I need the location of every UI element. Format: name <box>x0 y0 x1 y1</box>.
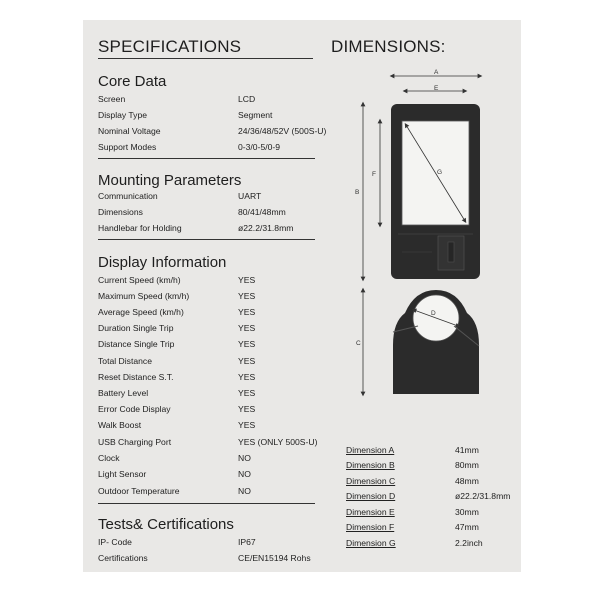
dimension-label: Dimension E <box>346 507 395 517</box>
tests-heading: Tests& Certifications <box>98 516 234 533</box>
spec-value: ø22.2/31.8mm <box>238 223 294 233</box>
spec-label: Certifications <box>98 553 148 563</box>
spec-label: Error Code Display <box>98 404 171 414</box>
spec-label: Support Modes <box>98 142 157 152</box>
spec-label: Walk Boost <box>98 420 142 430</box>
dimension-value: 47mm <box>455 522 479 532</box>
dimension-c-letter: C <box>356 340 361 347</box>
dimension-value: 48mm <box>455 476 479 486</box>
spec-value: YES <box>238 388 256 398</box>
section-divider <box>98 239 315 240</box>
spec-label: USB Charging Port <box>98 437 172 447</box>
spec-value: IP67 <box>238 537 256 547</box>
section-divider <box>98 158 315 159</box>
spec-value: NO <box>238 453 251 463</box>
dimension-label: Dimension C <box>346 476 396 486</box>
spec-label: Outdoor Temperature <box>98 486 180 496</box>
dimension-d-letter: D <box>431 310 436 317</box>
dimension-label: Dimension F <box>346 522 395 532</box>
spec-value: NO <box>238 469 251 479</box>
spec-value: YES <box>238 356 256 366</box>
spec-label: Light Sensor <box>98 469 147 479</box>
dimension-value: 80mm <box>455 460 479 470</box>
spec-label: Reset Distance S.T. <box>98 372 174 382</box>
dimension-value: ø22.2/31.8mm <box>455 491 511 501</box>
spec-label: Total Distance <box>98 356 152 366</box>
dimension-label: Dimension A <box>346 445 395 455</box>
dimension-label: Dimension D <box>346 491 396 501</box>
spec-value: YES <box>238 307 256 317</box>
spec-label: Display Type <box>98 110 148 120</box>
spec-value: YES <box>238 372 256 382</box>
core-data-heading: Core Data <box>98 73 167 90</box>
dimension-value: 2.2inch <box>455 538 483 548</box>
spec-label: Duration Single Trip <box>98 323 174 333</box>
spec-value: YES <box>238 339 256 349</box>
dimension-b-letter: B <box>355 189 360 196</box>
spec-label: Current Speed (km/h) <box>98 275 181 285</box>
dimension-e-letter: E <box>434 85 439 92</box>
spec-label: Screen <box>98 94 126 104</box>
spec-label: Nominal Voltage <box>98 126 161 136</box>
spec-label: Maximum Speed (km/h) <box>98 291 190 301</box>
dimension-f-letter: F <box>372 171 376 178</box>
spec-value: YES <box>238 404 256 414</box>
spec-label: IP- Code <box>98 537 132 547</box>
spec-value: YES <box>238 420 256 430</box>
spec-value: CE/EN15194 Rohs <box>238 553 311 563</box>
spec-value: YES <box>238 291 256 301</box>
spec-value: Segment <box>238 110 273 120</box>
spec-label: Dimensions <box>98 207 143 217</box>
dimension-label: Dimension G <box>346 538 396 548</box>
mounting-heading: Mounting Parameters <box>98 172 242 189</box>
section-divider <box>98 503 315 504</box>
spec-value: YES <box>238 323 256 333</box>
dimension-label: Dimension B <box>346 460 395 470</box>
spec-label: Communication <box>98 191 158 201</box>
spec-value: LCD <box>238 94 256 104</box>
title-underline <box>98 58 313 59</box>
spec-value: UART <box>238 191 262 201</box>
display-info-heading: Display Information <box>98 254 227 271</box>
spec-value: 24/36/48/52V (500S-U) <box>238 126 327 136</box>
spec-label: Handlebar for Holding <box>98 223 182 233</box>
spec-label: Average Speed (km/h) <box>98 307 184 317</box>
spec-label: Battery Level <box>98 388 149 398</box>
spec-label: Clock <box>98 453 120 463</box>
spec-value: 80/41/48mm <box>238 207 286 217</box>
spec-value: 0-3/0-5/0-9 <box>238 142 281 152</box>
dimension-g-letter: G <box>437 169 443 176</box>
usb-port-icon <box>448 242 454 262</box>
dimension-value: 41mm <box>455 445 479 455</box>
spec-label: Distance Single Trip <box>98 339 175 349</box>
spec-value: YES (ONLY 500S-U) <box>238 437 318 447</box>
spec-value: YES <box>238 275 256 285</box>
dimension-drawing <box>330 60 510 405</box>
spec-value: NO <box>238 486 251 496</box>
dimension-a-letter: A <box>434 69 439 76</box>
dimensions-title: DIMENSIONS: <box>331 37 446 56</box>
dimension-value: 30mm <box>455 507 479 517</box>
specifications-title: SPECIFICATIONS <box>98 37 242 56</box>
